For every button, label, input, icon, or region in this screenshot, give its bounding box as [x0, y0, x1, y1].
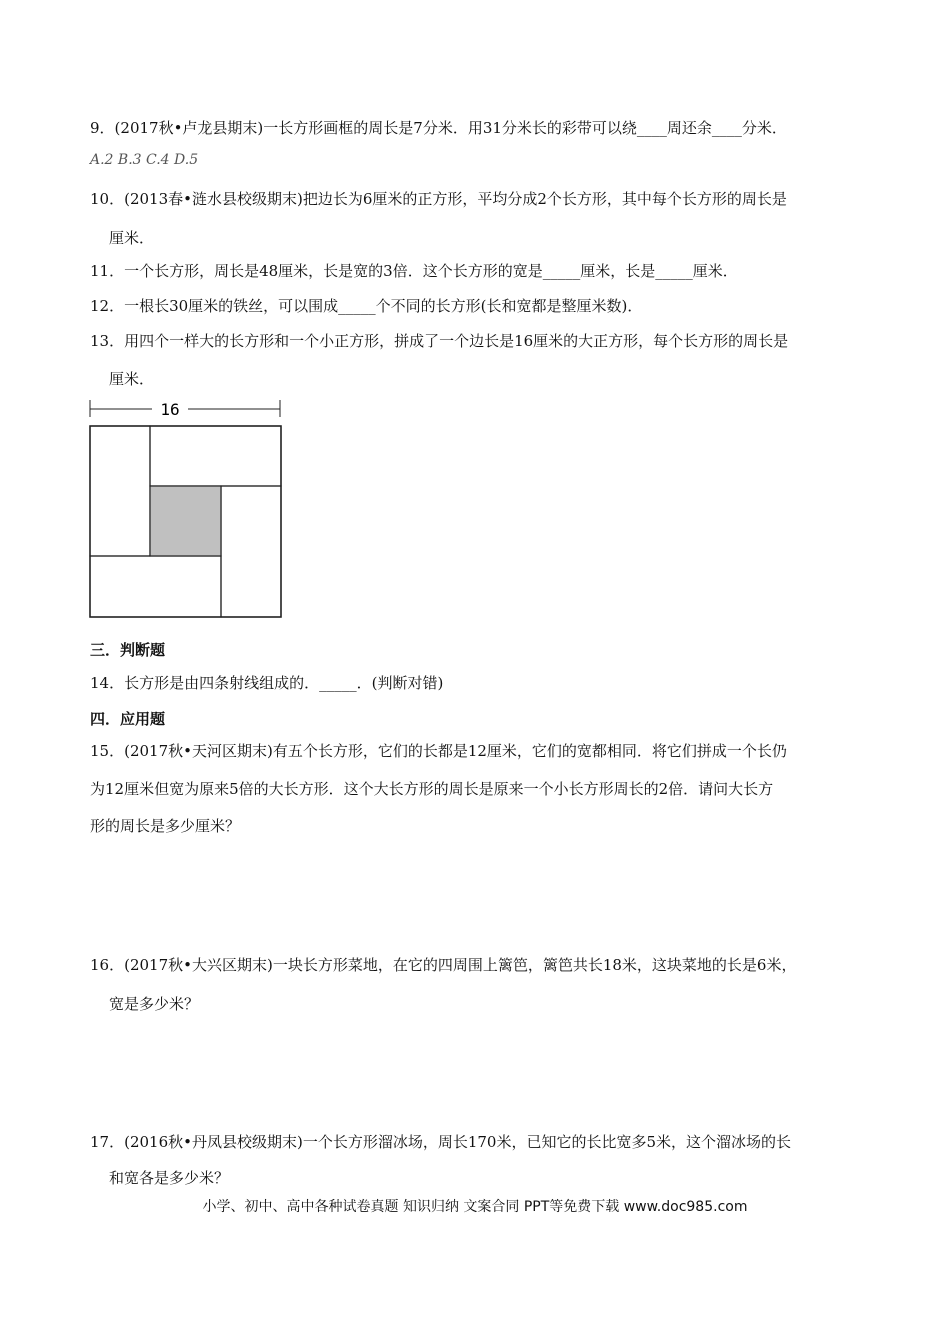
question-13-line-2: 厘米．	[109, 370, 155, 388]
question-15-line-1: 15．(2017秋•天河区期末)有五个长方形，它们的长都是12厘米，它们的宽都相同．将它们拼成一个长仍	[90, 742, 787, 760]
dimension-label: 16	[160, 400, 180, 419]
question-17-line-1: 17．(2016秋•丹凤县校级期末)一个长方形溜冰场，周长170米，已知它的长比宽多5米，这个溜冰场的长	[90, 1133, 791, 1151]
question-12: 12．一根长30厘米的铁丝，可以围成_____个不同的长方形(长和宽都是整厘米数)．	[90, 297, 643, 315]
question-13-line-1: 13．用四个一样大的长方形和一个小正方形，拼成了一个边长是16厘米的大正方形，每个长方形的周长是	[90, 332, 789, 350]
footer-text: 小学、初中、高中各种试卷真题 知识归纳 文案合同 PPT等免费下载 www.doc985.com	[202, 1199, 748, 1215]
question-10-line-1: 10．(2013春•涟水县校级期末)把边长为6厘米的正方形，平均分成2个长方形，其中每个长方形的周长是	[90, 190, 787, 208]
rectangle-bottom	[90, 556, 221, 617]
center-shaded-square	[150, 486, 221, 556]
rectangle-left	[90, 426, 150, 556]
question-15-line-3: 形的周长是多少厘米？	[90, 817, 241, 835]
question-16-line-1: 16．(2017秋•大兴区期末)一块长方形菜地，在它的四周围上篱笆，篱笆共长18米，这块菜地的长是6米，	[90, 956, 797, 974]
rectangle-right	[221, 486, 281, 617]
rectangle-top	[150, 426, 281, 486]
question-15-line-2: 为12厘米但宽为原来5倍的大长方形．这个大长方形的周长是原来一个小长方形周长的2倍．请问大长方	[90, 780, 774, 798]
question-17-line-2: 和宽各是多少米？	[109, 1169, 230, 1187]
question-9-choices: A.2 B.3 C.4 D.5	[90, 152, 199, 168]
question-9: 9．(2017秋•卢龙县期末)一长方形画框的周长是7分米．用31分米长的彩带可以绕____周还余____分米．	[90, 119, 787, 137]
section-3-heading: 三．判断题	[90, 641, 166, 659]
question-11: 11．一个长方形，周长是48厘米，长是宽的3倍．这个长方形的宽是_____厘米，长是_____厘米．	[90, 262, 738, 280]
question-16-line-2: 宽是多少米？	[109, 995, 200, 1013]
section-4-heading: 四．应用题	[90, 710, 166, 728]
square-figure	[80, 395, 300, 625]
question-14: 14．长方形是由四条射线组成的．_____．(判断对错)	[90, 674, 444, 692]
question-10-line-2: 厘米．	[109, 229, 155, 247]
